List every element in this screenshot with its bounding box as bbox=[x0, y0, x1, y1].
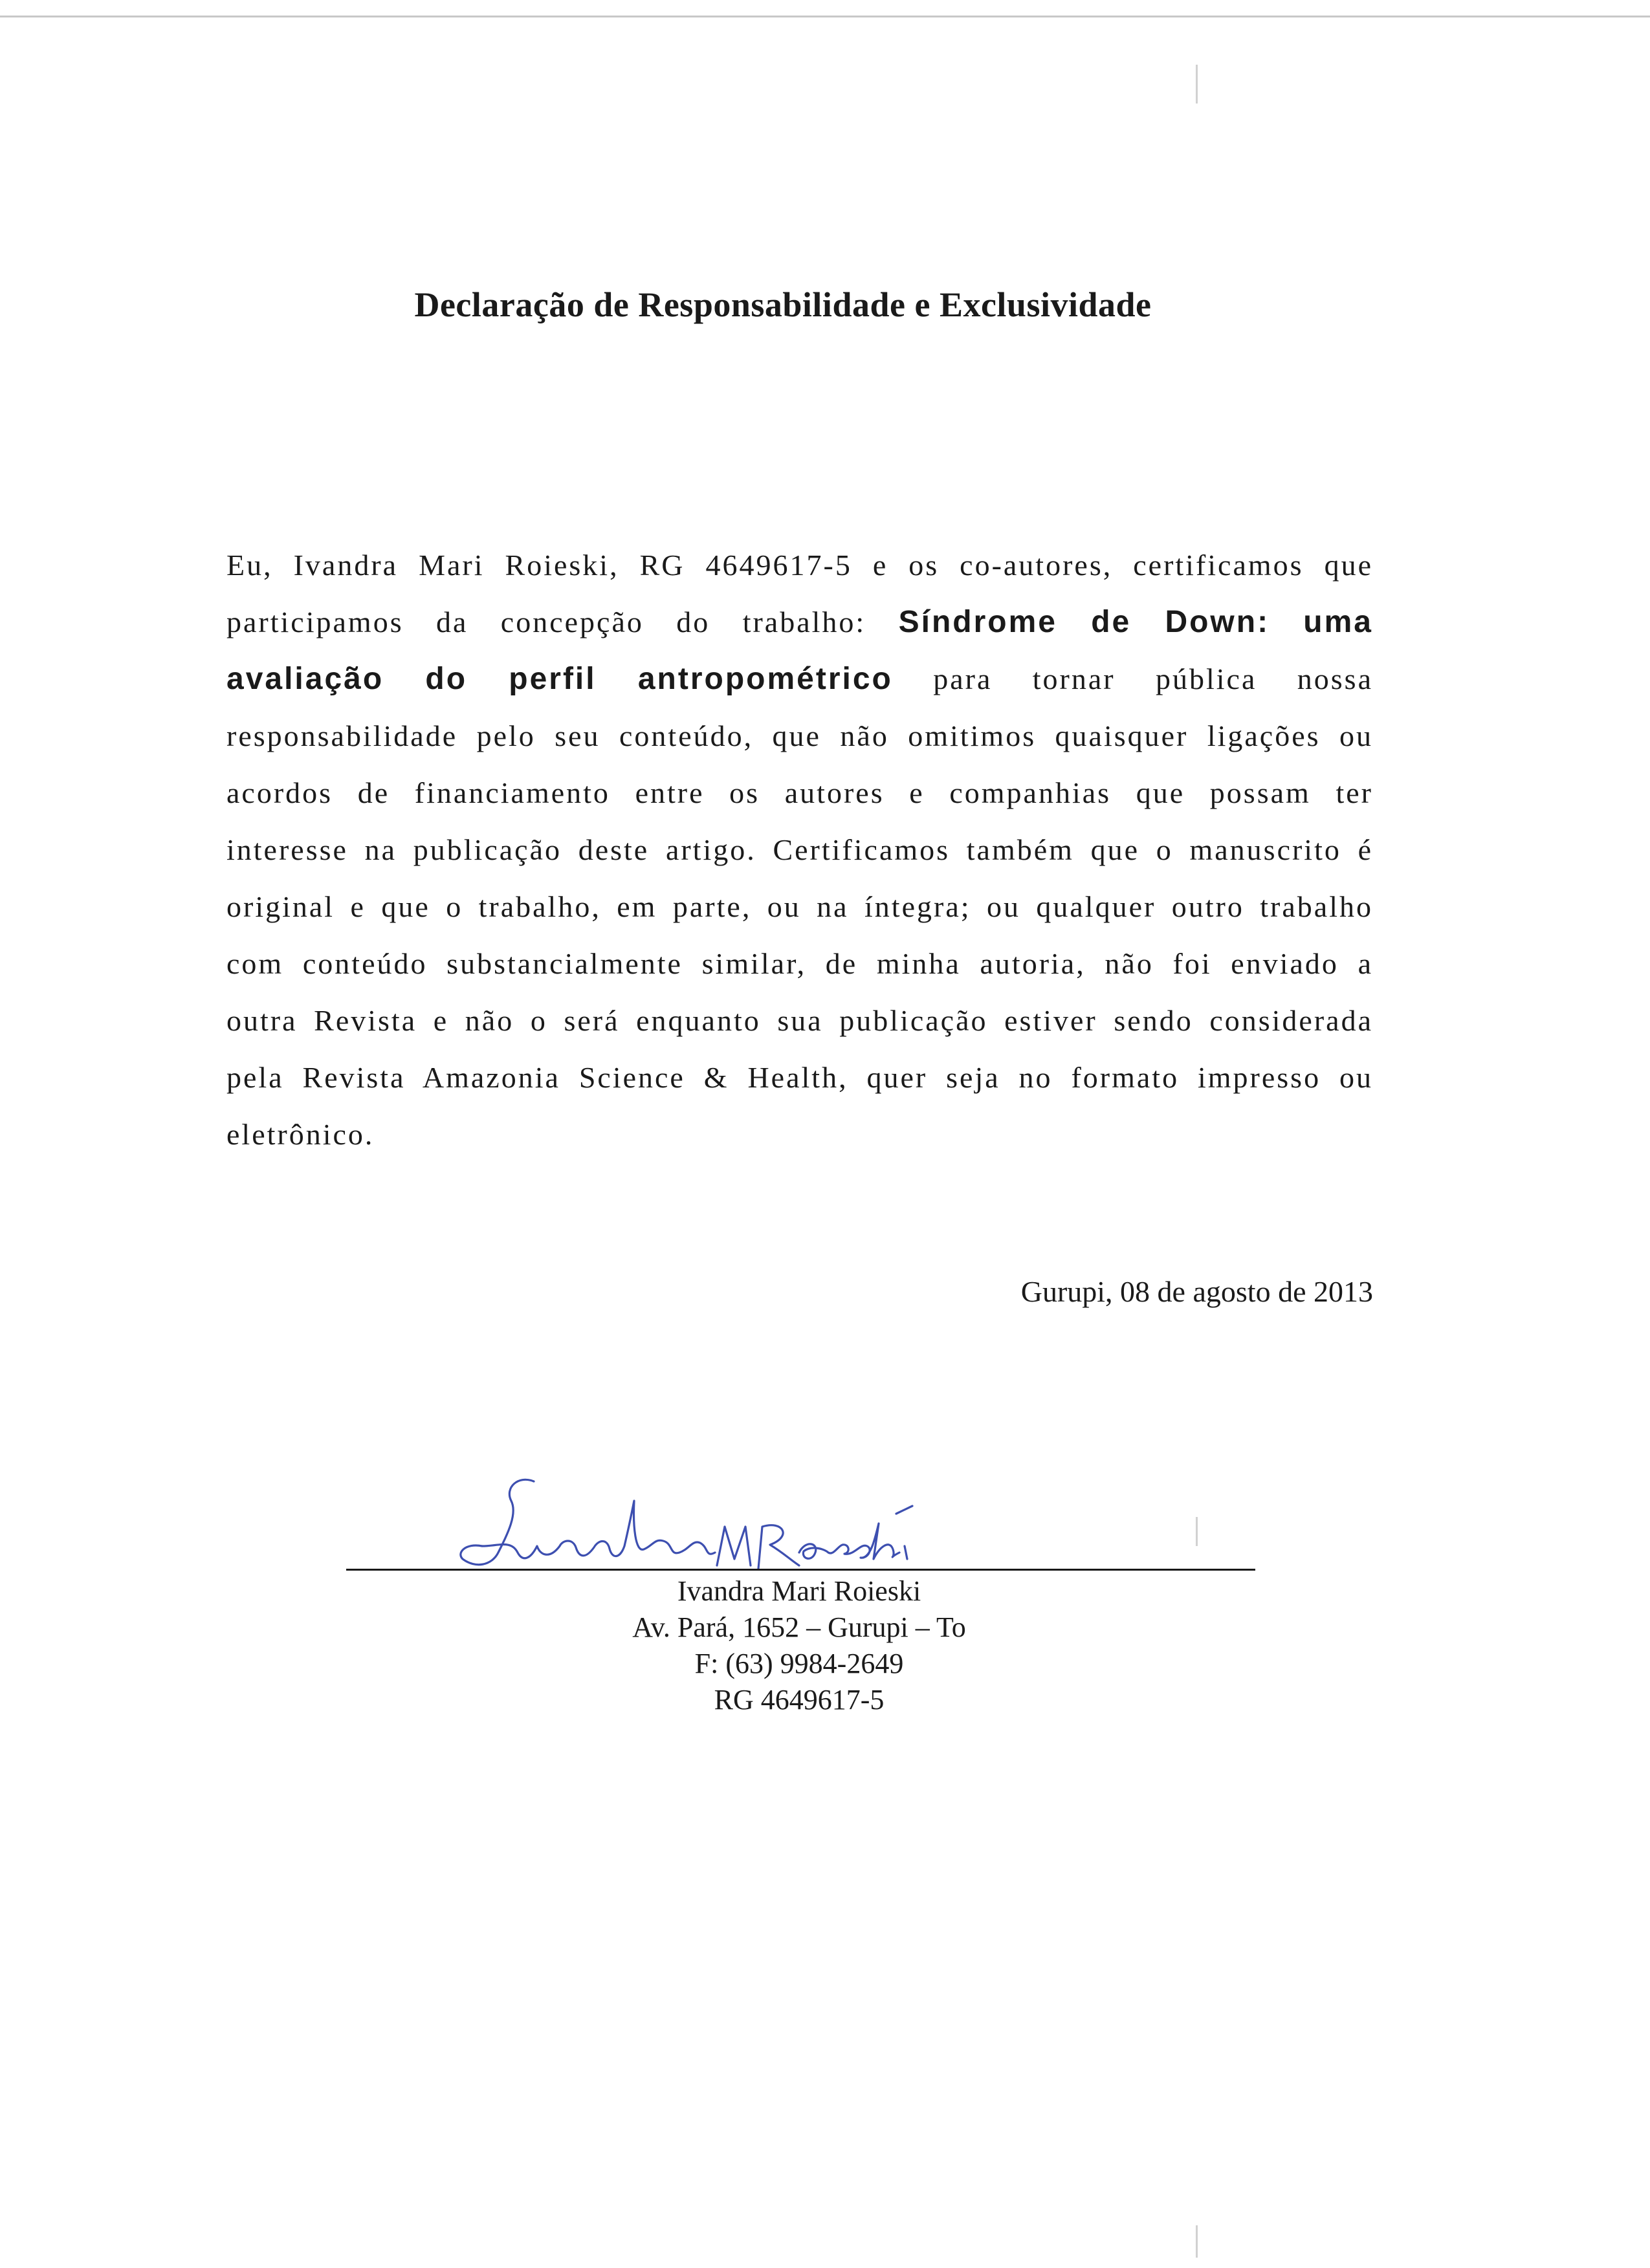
handwritten-signature bbox=[446, 1462, 925, 1585]
scan-mark bbox=[1196, 65, 1198, 104]
declaration-intro: Eu, Ivandra Mari Roieski, RG 4649617-5 e os co-autores, certificamos que participamos da concepção do trabalho: bbox=[226, 549, 1373, 638]
scan-mark bbox=[1196, 1517, 1198, 1546]
place-date: Gurupi, 08 de agosto de 2013 bbox=[1020, 1275, 1373, 1308]
signer-rg: RG 4649617-5 bbox=[714, 1684, 885, 1716]
declaration-body bbox=[226, 537, 1373, 1163]
signer-name: Ivandra Mari Roieski bbox=[677, 1575, 921, 1607]
signer-info bbox=[540, 1573, 1058, 1718]
document-title: Declaração de Responsabilidade e Exclusividade bbox=[414, 285, 1152, 324]
signature-line bbox=[346, 1569, 1255, 1571]
scan-edge bbox=[0, 16, 1650, 17]
declaration-continuation: para tornar pública nossa responsabilidade pelo seu conteúdo, que não omitimos quaisquer ligações ou acordos de financiamento entre os autores e companhias que possam ter interesse na publicação deste artigo. Certificamos também que o manuscrito é original e que o trabalho, em parte, ou na íntegra; ou qualquer outro trabalho com conteúdo substancialmente similar, de minha autoria, não foi enviado a outra Revista e não o será enquanto sua publicação estiver sendo considerada pela Revista Amazonia Science & Health, quer seja no formato impresso ou eletrônico. bbox=[226, 662, 1373, 1151]
scan-mark bbox=[1196, 2225, 1198, 2258]
signer-phone: F: (63) 9984-2649 bbox=[694, 1648, 904, 1679]
work-title: Síndrome de Down: uma avaliação do perfil antropométrico bbox=[226, 605, 1373, 696]
signer-address: Av. Pará, 1652 – Gurupi – To bbox=[632, 1611, 966, 1643]
